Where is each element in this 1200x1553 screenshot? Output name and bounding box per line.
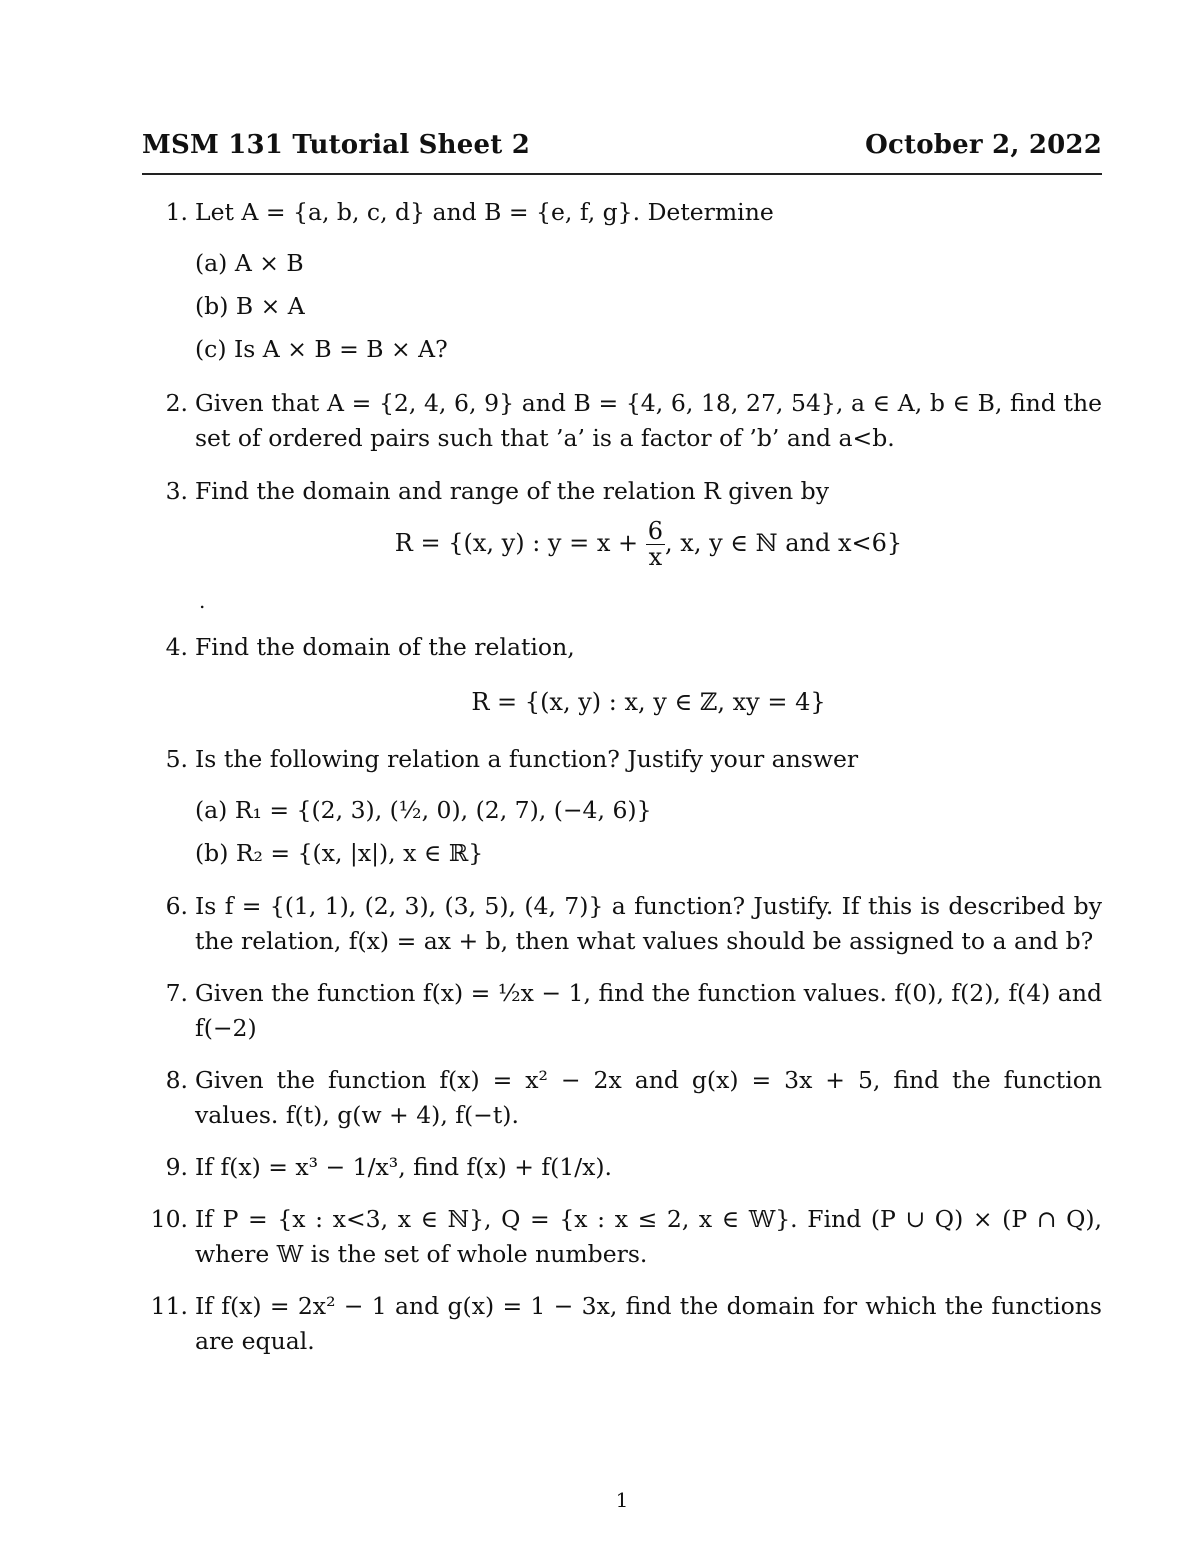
question-number: 2.: [165, 389, 188, 417]
question-number: 6.: [165, 892, 188, 921]
question-text: Is the following relation a function? Justify your answer: [195, 745, 859, 774]
header: [142, 130, 1102, 160]
question-text: Given the function f(x) = x² − 2x and g(x) = 3x + 5, find the function values. f(t), g(w + 4), f(−t).: [195, 1066, 1102, 1130]
question-text: If P = {x : x<3, x ∈ ℕ}, Q = {x : x ≤ 2, x ∈ 𝕎}. Find (P ∪ Q) × (P ∩ Q), where 𝕎 is the set of whole numbers.: [195, 1205, 1102, 1269]
question-text: If f(x) = x³ − 1/x³, find f(x) + f(1/x).: [195, 1153, 613, 1182]
question-8: [165, 1063, 1102, 1133]
question-text: Given that A = {2, 4, 6, 9} and B = {4, 6, 18, 27, 54}, a ∈ A, b ∈ B, find the set of ordered pairs such that ’a’ is a factor of ’b’ and a<b.: [195, 389, 1102, 452]
question-number: 10.: [150, 1205, 188, 1234]
question-2: [165, 386, 1102, 456]
question-number: 7.: [165, 979, 188, 1008]
header-rule: [142, 173, 1102, 175]
question-6: [165, 889, 1102, 959]
question-number: 3.: [165, 477, 188, 505]
question-text: Is f = {(1, 1), (2, 3), (3, 5), (4, 7)} a function? Justify. If this is described by the relation, f(x) = ax + b, then what values should be assigned to a and b?: [195, 892, 1102, 956]
question-part: (a) R₁ = {(2, 3), (½, 0), (2, 7), (−4, 6)}: [195, 796, 652, 825]
question-text: Given the function f(x) = ½x − 1, find the function values. f(0), f(2), f(4) and f(−2): [195, 979, 1102, 1043]
question-text: Let A = {a, b, c, d} and B = {e, f, g}. Determine: [195, 198, 774, 226]
page-number: 1: [615, 1488, 629, 1512]
question-5: [165, 742, 1102, 875]
question-number: 9.: [165, 1153, 188, 1182]
question-4: [165, 630, 1102, 720]
question-text: Find the domain and range of the relation R given by: [195, 477, 829, 505]
question-11: [150, 1289, 1102, 1359]
worksheet-page: [142, 130, 1102, 1359]
question-part: (b) R₂ = {(x, |x|), x ∈ ℝ}: [195, 839, 484, 868]
question-part: (c) Is A × B = B × A?: [195, 335, 448, 363]
display-equation: R = {(x, y) : y = x + $\frac{6}{x}$ , x, y ∈ ℕ and x<6}: [394, 517, 903, 572]
question-3: [165, 474, 1102, 622]
question-1: [165, 195, 1102, 371]
question-7: [165, 976, 1102, 1046]
display-equation: R = {(x, y) : x, y ∈ ℤ, xy = 4}: [471, 688, 826, 717]
question-number: 4.: [165, 633, 188, 662]
trailing-dot: .: [199, 589, 206, 614]
question-number: 8.: [165, 1066, 188, 1095]
fraction: $\frac{6}{x}$: [647, 517, 664, 572]
question-number: 1.: [165, 198, 188, 226]
question-9: [165, 1150, 1102, 1185]
question-number: 11.: [150, 1292, 188, 1321]
question-part: (a) A × B: [195, 249, 304, 277]
question-text: If f(x) = 2x² − 1 and g(x) = 1 − 3x, find the domain for which the functions are equal.: [195, 1292, 1102, 1356]
question-number: 5.: [165, 745, 188, 774]
question-part: (b) B × A: [195, 292, 305, 320]
sheet-date: October 2, 2022: [865, 130, 1102, 160]
question-text: Find the domain of the relation,: [195, 633, 575, 662]
sheet-title: MSM 131 Tutorial Sheet 2: [142, 130, 530, 160]
question-10: [150, 1202, 1102, 1272]
